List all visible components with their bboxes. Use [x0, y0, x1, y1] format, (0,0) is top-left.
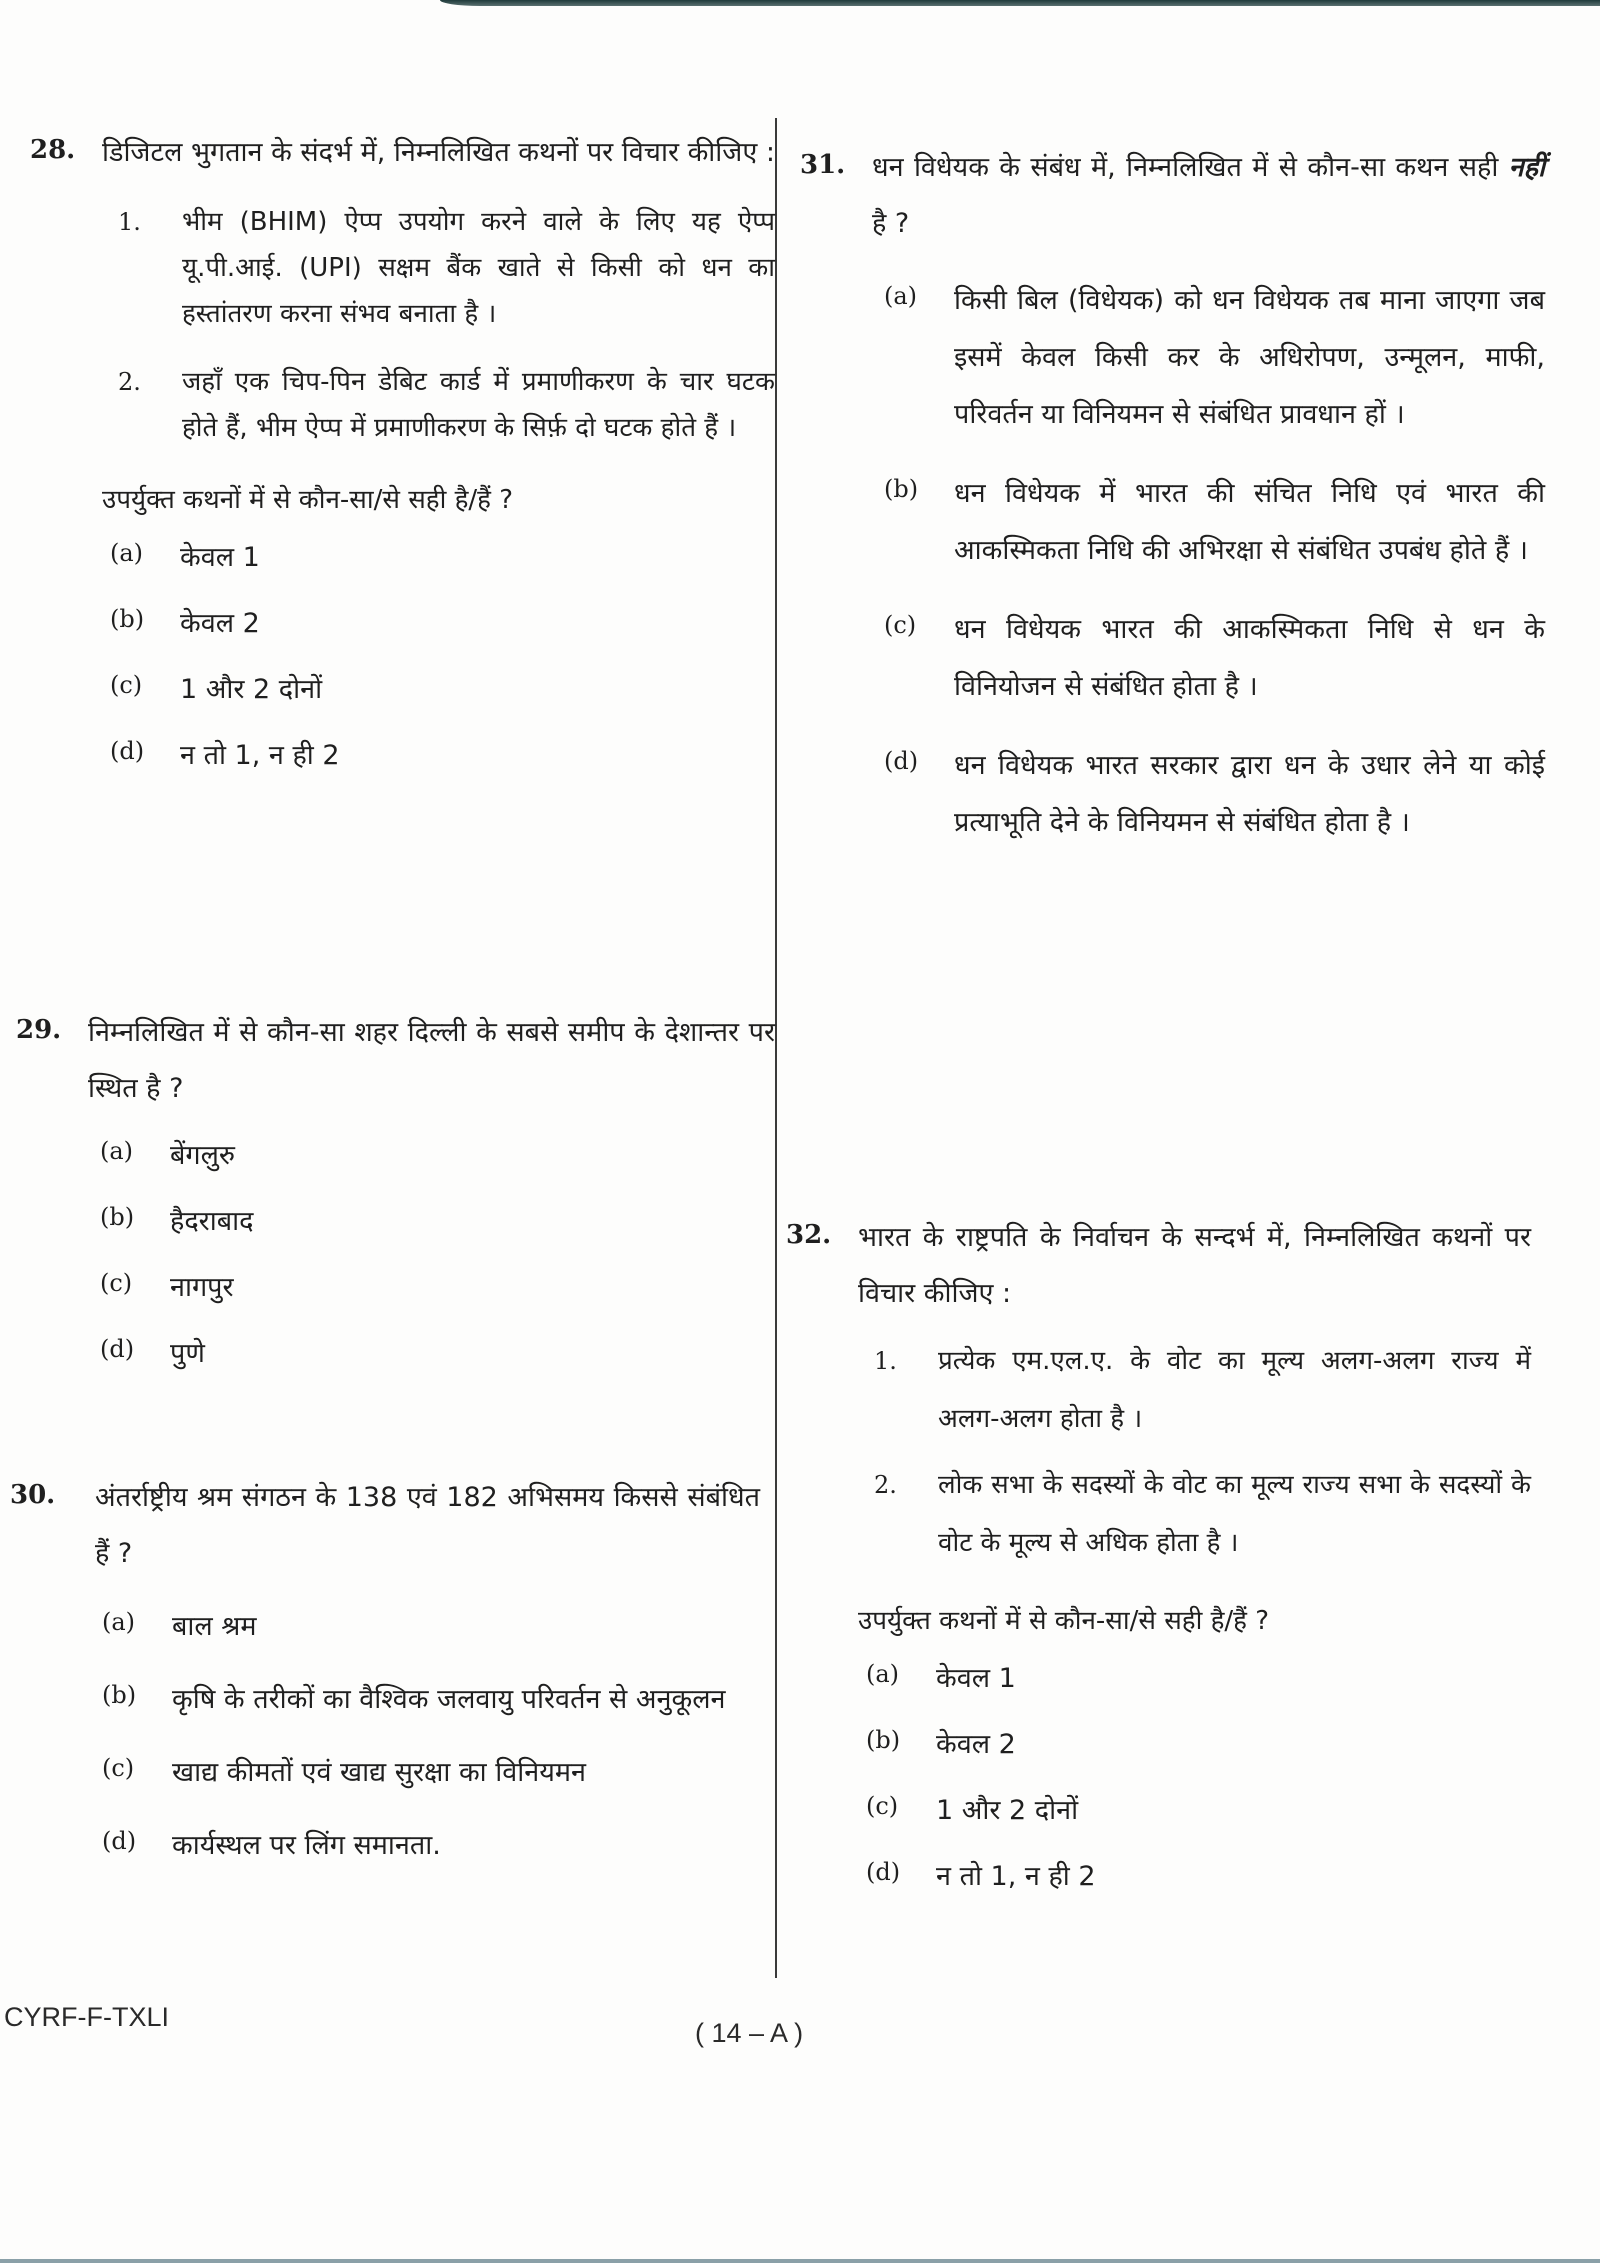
question-text-end: है ? [872, 208, 910, 239]
statement-2 [102, 359, 775, 451]
statement-1 [102, 199, 775, 337]
option-label: (a) [100, 1137, 134, 1165]
option-c[interactable] [100, 1259, 775, 1325]
statement-number: 1. [118, 208, 141, 236]
question-text: भारत के राष्ट्रपति के निर्वाचन के सन्दर्भ में, निम्नलिखित कथनों पर विचार कीजिए : [858, 1222, 1531, 1309]
question-ask: उपर्युक्त कथनों में से कौन-सा/से सही है/हैं ? [858, 1606, 1270, 1636]
page-top-edge [440, 0, 1600, 6]
statement-text: लोक सभा के सदस्यों के वोट का मूल्य राज्य सभा के सदस्यों के वोट के मूल्य से अधिक होता है । [938, 1470, 1531, 1558]
option-text: केवल 1 [180, 542, 260, 573]
statement-1 [858, 1332, 1531, 1448]
option-text: न तो 1, न ही 2 [180, 740, 340, 771]
option-label: (d) [866, 1858, 901, 1886]
option-text: धन विधेयक भारत सरकार द्वारा धन के उधार लेने या कोई प्रत्याभूति देने के विनियमन से संबंधित होता है । [954, 750, 1545, 838]
statement-2 [858, 1456, 1531, 1572]
question-text: अंतर्राष्ट्रीय श्रम संगठन के 138 एवं 182 अभिसमय किससे संबंधित हैं ? [95, 1482, 760, 1569]
option-label: (b) [866, 1726, 901, 1754]
option-d[interactable] [884, 737, 1545, 851]
question-text-start: धन विधेयक के संबंध में, निम्नलिखित में से कौन-सा कथन सही [872, 152, 1509, 183]
option-label: (c) [102, 1754, 135, 1782]
option-d[interactable] [102, 1817, 760, 1874]
option-label: (a) [866, 1660, 900, 1688]
option-label: (c) [100, 1269, 133, 1297]
option-text: केवल 2 [180, 608, 260, 639]
option-label: (a) [110, 539, 144, 567]
statement-text: जहाँ एक चिप-पिन डेबिट कार्ड में प्रमाणीकरण के चार घटक होते हैं, भीम ऐप्प में प्रमाणीकरण के सिर्फ़ दो घटक होते हैं । [182, 367, 775, 443]
option-label: (c) [110, 671, 143, 699]
option-a[interactable] [884, 272, 1545, 443]
question-number: 32. [786, 1220, 832, 1250]
option-b[interactable] [110, 595, 775, 661]
option-label: (a) [102, 1608, 136, 1636]
option-text: धन विधेयक में भारत की संचित निधि एवं भारत की आकस्मिकता निधि की अभिरक्षा से संबंधित उपबंध होते हैं । [954, 478, 1545, 566]
options-list [110, 529, 775, 793]
question-number: 28. [30, 135, 76, 165]
option-label: (b) [100, 1203, 135, 1231]
options-list [100, 1127, 775, 1391]
option-d[interactable] [100, 1325, 775, 1391]
statement-text: प्रत्येक एम.एल.ए. के वोट का मूल्य अलग-अलग राज्य में अलग-अलग होता है । [938, 1346, 1531, 1434]
option-b[interactable] [102, 1671, 760, 1728]
option-text: बाल श्रम [172, 1611, 257, 1642]
option-text: धन विधेयक भारत की आकस्मिकता निधि से धन के विनियोजन से संबंधित होता है । [954, 614, 1545, 702]
option-a[interactable] [102, 1598, 760, 1655]
option-label: (d) [102, 1827, 137, 1855]
option-label: (d) [110, 737, 145, 765]
option-text: पुणे [170, 1338, 205, 1369]
option-text: कृषि के तरीकों का वैश्विक जलवायु परिवर्तन से अनुकूलन [172, 1684, 726, 1715]
option-a[interactable] [866, 1650, 1531, 1716]
option-text: केवल 1 [936, 1663, 1016, 1694]
option-text: बेंगलुरु [170, 1140, 236, 1171]
option-label: (b) [110, 605, 145, 633]
question-28 [30, 125, 775, 793]
option-text: किसी बिल (विधेयक) को धन विधेयक तब माना जाएगा जब इसमें केवल किसी कर के अधिरोपण, उन्मूलन, माफी, परिवर्तन या विनियमन से संबंधित प्रावधान हों । [954, 285, 1545, 430]
question-number: 31. [800, 150, 846, 180]
booklet-code: CYRF-F-TXLI [4, 2002, 169, 2032]
option-label: (c) [884, 611, 917, 639]
option-d[interactable] [866, 1848, 1531, 1914]
option-c[interactable] [102, 1744, 760, 1801]
option-text: खाद्य कीमतों एवं खाद्य सुरक्षा का विनियमन [172, 1757, 587, 1788]
negation-emphasis: नहीं [1508, 152, 1545, 183]
question-number: 30. [10, 1480, 56, 1510]
option-text: हैदराबाद [170, 1206, 254, 1237]
question-number: 29. [16, 1015, 62, 1045]
question-text: डिजिटल भुगतान के संदर्भ में, निम्नलिखित कथनों पर विचार कीजिए : [102, 137, 775, 168]
option-text: 1 और 2 दोनों [936, 1795, 1079, 1826]
option-text: नागपुर [170, 1272, 234, 1303]
statement-text: भीम (BHIM) ऐप्प उपयोग करने वाले के लिए यह ऐप्प यू.पी.आई. (UPI) सक्षम बैंक खाते से किसी को धन का हस्तांतरण करना संभव बनाता है । [182, 207, 775, 329]
option-a[interactable] [110, 529, 775, 595]
page-number: ( 14 – A ) [695, 2018, 804, 2048]
option-label: (b) [102, 1681, 137, 1709]
question-text: निम्नलिखित में से कौन-सा शहर दिल्ली के सबसे समीप के देशान्तर पर स्थित है ? [88, 1017, 775, 1104]
option-c[interactable] [884, 601, 1545, 715]
option-a[interactable] [100, 1127, 775, 1193]
options-list [866, 1650, 1531, 1914]
question-31 [800, 140, 1545, 851]
option-label: (d) [100, 1335, 135, 1363]
option-text: कार्यस्थल पर लिंग समानता. [172, 1830, 441, 1861]
option-text: 1 और 2 दोनों [180, 674, 323, 705]
option-label: (d) [884, 747, 919, 775]
option-c[interactable] [866, 1782, 1531, 1848]
option-b[interactable] [884, 465, 1545, 579]
question-29 [16, 1005, 775, 1391]
option-label: (a) [884, 282, 918, 310]
question-ask: उपर्युक्त कथनों में से कौन-सा/से सही है/हैं ? [102, 485, 514, 515]
options-list [884, 272, 1545, 851]
options-list [102, 1598, 760, 1874]
statement-number: 2. [874, 1471, 897, 1499]
question-text [872, 140, 1545, 252]
option-b[interactable] [100, 1193, 775, 1259]
option-text: न तो 1, न ही 2 [936, 1861, 1096, 1892]
statement-number: 2. [118, 368, 141, 396]
option-c[interactable] [110, 661, 775, 727]
option-d[interactable] [110, 727, 775, 793]
option-label: (c) [866, 1792, 899, 1820]
page-bottom-edge [0, 2259, 1600, 2263]
statement-number: 1. [874, 1347, 897, 1375]
option-text: केवल 2 [936, 1729, 1016, 1760]
question-30 [10, 1470, 760, 1874]
option-label: (b) [884, 475, 919, 503]
column-divider [775, 118, 777, 1978]
option-b[interactable] [866, 1716, 1531, 1782]
question-32 [786, 1210, 1531, 1914]
